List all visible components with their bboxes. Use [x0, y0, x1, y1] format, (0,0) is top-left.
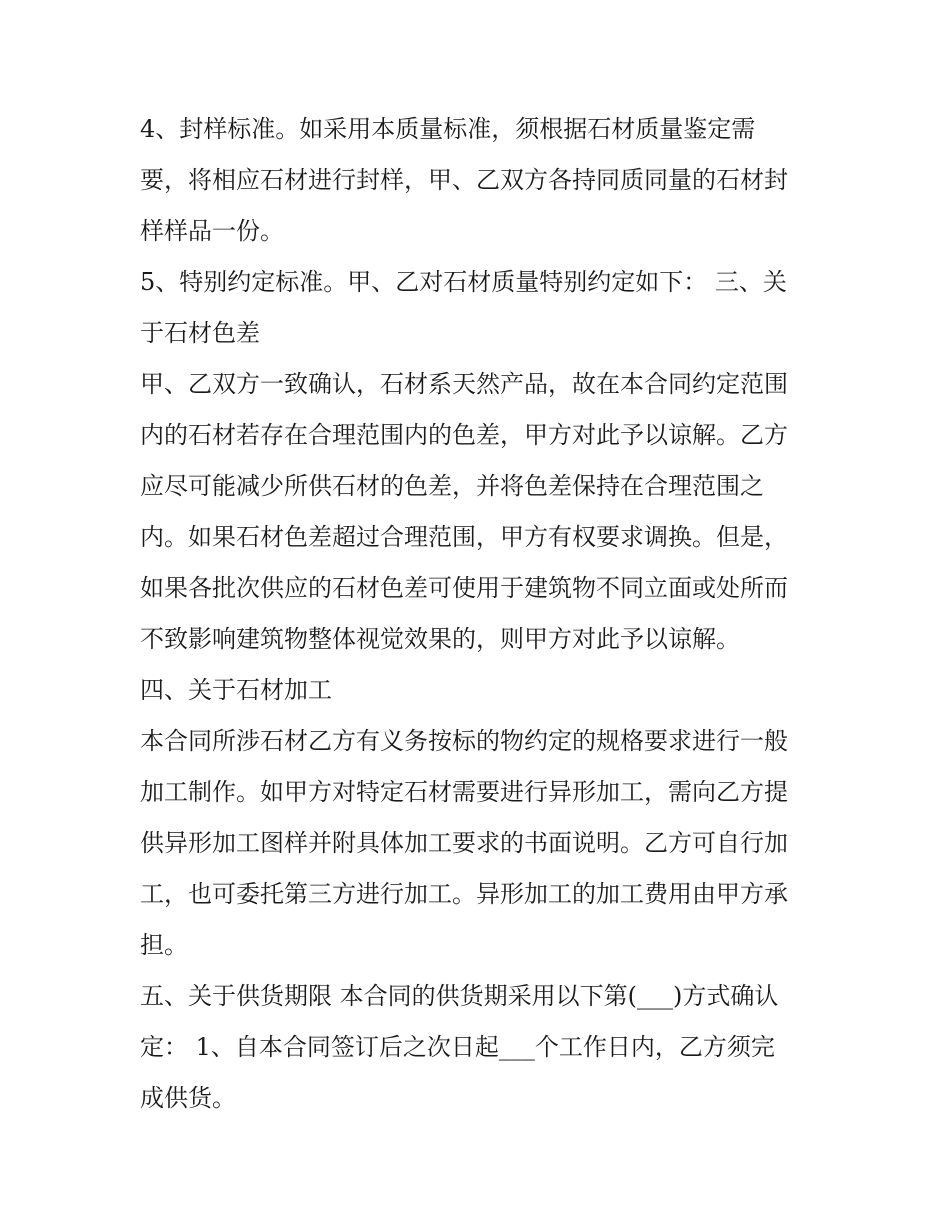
- text-line: 成供货。: [140, 1084, 236, 1112]
- text-line: 应尽可能减少所供石材的色差，并将色差保持在合理范围之: [140, 472, 764, 500]
- text-line: 本合同所涉石材乙方有义务按标的物约定的规格要求进行一般: [140, 727, 788, 755]
- text-line: 加工制作。如甲方对特定石材需要进行异形加工，需向乙方提: [140, 778, 788, 806]
- text-line: 5、特别约定标准。甲、乙对石材质量特别约定如下： 三、关: [140, 268, 787, 296]
- text-line: 要，将相应石材进行封样，甲、乙双方各持同质同量的石材封: [140, 166, 788, 194]
- text-line: 五、关于供货期限 本合同的供货期采用以下第(___)方式确认: [140, 982, 779, 1010]
- text-line: 4、封样标准。如采用本质量标准，须根据石材质量鉴定需: [140, 115, 756, 143]
- text-line: 于石材色差: [140, 319, 260, 347]
- text-line: 供异形加工图样并附具体加工要求的书面说明。乙方可自行加: [140, 829, 788, 857]
- text-line: 甲、乙双方一致确认，石材系天然产品，故在本合同约定范围: [140, 370, 788, 398]
- text-line: 担。: [140, 931, 188, 959]
- section-heading: 四、关于石材加工: [140, 676, 332, 704]
- text-line: 如果各批次供应的石材色差可使用于建筑物不同立面或处所而: [140, 574, 788, 602]
- text-line: 工，也可委托第三方进行加工。异形加工的加工费用由甲方承: [140, 880, 788, 908]
- text-line: 样样品一份。: [140, 217, 284, 245]
- text-line: 内的石材若存在合理范围内的色差，甲方对此予以谅解。乙方: [140, 421, 788, 449]
- text-line: 内。如果石材色差超过合理范围，甲方有权要求调换。但是，: [140, 523, 788, 551]
- text-line: 定： 1、自本合同签订后之次日起___个工作日内，乙方须完: [140, 1033, 775, 1061]
- text-line: 不致影响建筑物整体视觉效果的，则甲方对此予以谅解。: [140, 625, 740, 653]
